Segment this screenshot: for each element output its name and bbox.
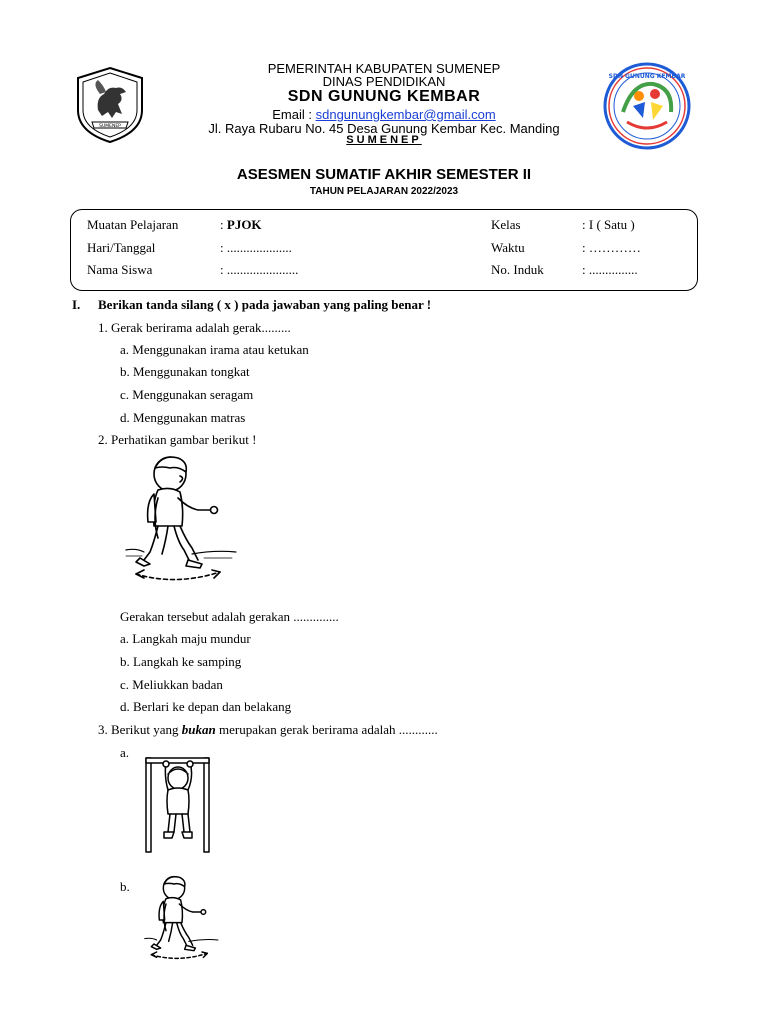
q1-option-c[interactable]: c. Menggunakan seragam <box>120 387 254 402</box>
school-name: SDN GUNUNG KEMBAR <box>287 88 481 105</box>
school-address: Jl. Raya Rubaru No. 45 Desa Gunung Kembar Kec. Manding <box>208 121 560 136</box>
section-instruction: Berikan tanda silang ( x ) pada jawaban yang paling benar ! <box>98 297 432 312</box>
q2-option-d[interactable]: d. Berlari ke depan dan belakang <box>120 699 292 714</box>
name-value: : ...................... <box>220 262 299 277</box>
question-2: 2. Perhatikan gambar berikut ! <box>98 432 257 447</box>
walking-boy-small-illustration <box>142 870 222 970</box>
emphasis-word: bukan <box>181 722 216 737</box>
class-label: Kelas <box>491 217 521 232</box>
section-number: I. <box>72 297 81 312</box>
time-value: : ………… <box>582 240 641 255</box>
department-name: DINAS PENDIDIKAN <box>322 74 446 89</box>
email-link[interactable]: sdngunungkembar@gmail.com <box>315 107 496 122</box>
q1-option-d[interactable]: d. Menggunakan matras <box>120 410 246 425</box>
q2-option-b[interactable]: b. Langkah ke samping <box>120 654 242 669</box>
question-2-prompt: Gerakan tersebut adalah gerakan .............. <box>120 609 339 624</box>
name-label: Nama Siswa <box>87 262 153 277</box>
svg-text:SUMENEP: SUMENEP <box>99 124 121 129</box>
question-3: 3. Berikut yang bukan merupakan gerak berirama adalah ............ <box>98 722 438 737</box>
day-label: Hari/Tanggal <box>87 240 156 255</box>
q3-option-a-label[interactable]: a. <box>120 745 130 760</box>
id-label: No. Induk <box>491 262 544 277</box>
exam-title: ASESMEN SUMATIF AKHIR SEMESTER II <box>236 166 532 183</box>
email-line <box>0 107 768 122</box>
svg-text:SDN GUNUNG KEMBAR: SDN GUNUNG KEMBAR <box>608 73 686 80</box>
subject-label: Muatan Pelajaran <box>87 217 179 232</box>
q2-option-a[interactable]: a. Langkah maju mundur <box>120 631 251 646</box>
government-name: PEMERINTAH KABUPATEN SUMENEP <box>267 61 501 76</box>
class-value: : I ( Satu ) <box>582 217 635 232</box>
email-label: Email : <box>272 107 316 122</box>
q1-option-b[interactable]: b. Menggunakan tongkat <box>120 364 250 379</box>
q3-option-b-label[interactable]: b. <box>120 879 130 894</box>
boy-hanging-on-bar-illustration <box>138 756 218 856</box>
subject-value: : PJOK <box>220 217 262 232</box>
exam-year: TAHUN PELAJARAN 2022/2023 <box>309 186 459 197</box>
q1-option-a[interactable]: a. Menggunakan irama atau ketukan <box>120 342 309 357</box>
q2-option-c[interactable]: c. Meliukkan badan <box>120 677 223 692</box>
id-value: : ............... <box>582 262 638 277</box>
city-name: SUMENEP <box>346 134 422 146</box>
walking-boy-illustration <box>122 452 242 592</box>
question-1: 1. Gerak berirama adalah gerak......... <box>98 320 291 335</box>
time-label: Waktu <box>491 240 525 255</box>
day-value: : .................... <box>220 240 292 255</box>
